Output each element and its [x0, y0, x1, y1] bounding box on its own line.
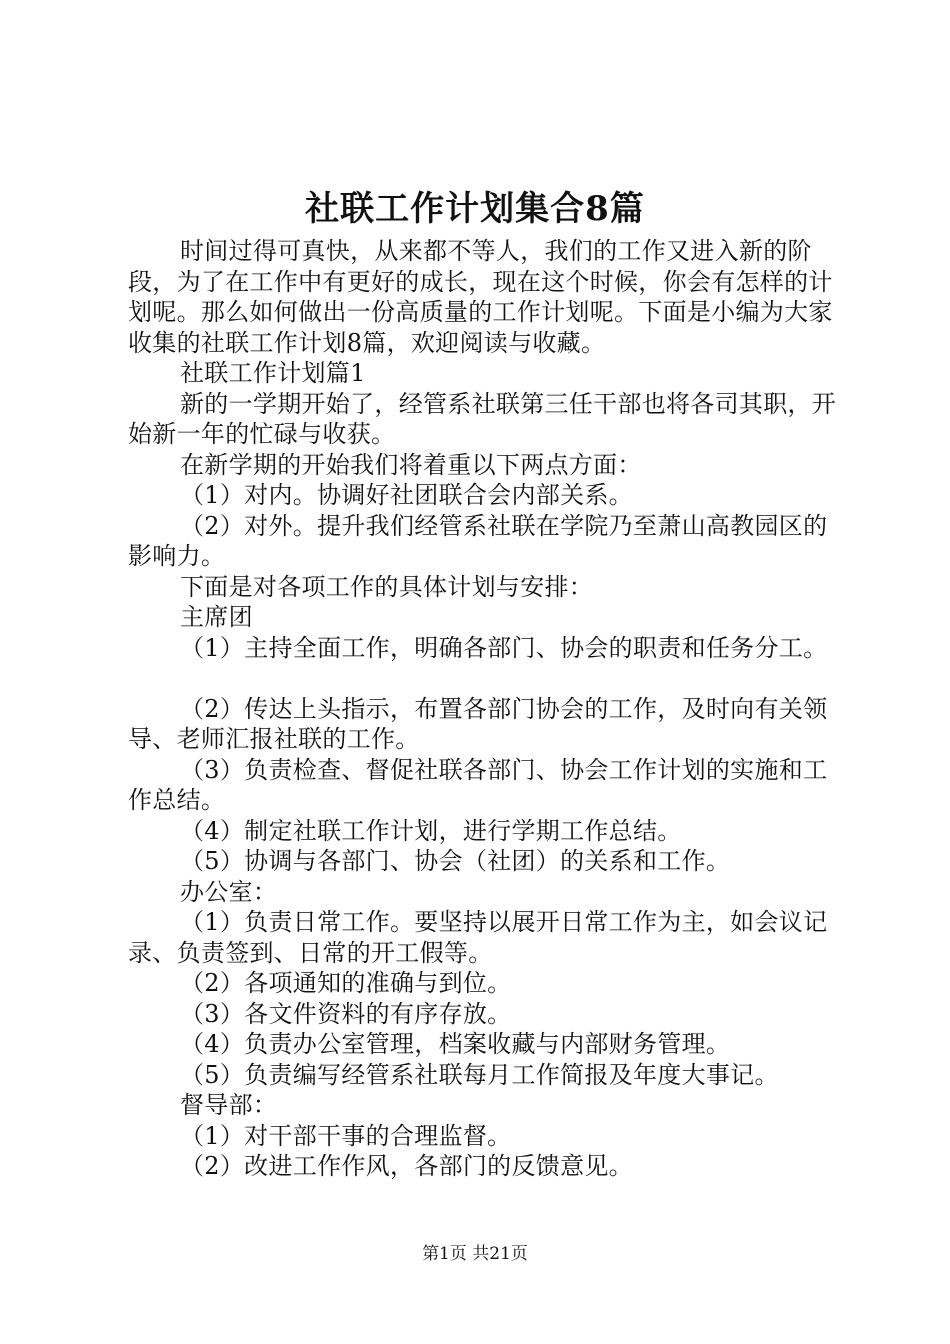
paragraph: 下面是对各项工作的具体计划与安排：	[180, 572, 594, 601]
intro-paragraph: 时间过得可真快，从来都不等人，我们的工作又进入新的阶段，为了在工作中有更好的成长，现在这个时候，你会有怎样的计划呢。那么如何做出一份高质量的工作计划呢。下面是小编为大家收集的社联工作计划8篇，欢迎阅读与收藏。	[128, 237, 833, 357]
document-title: 社联工作计划集合8篇	[305, 189, 645, 229]
blank-line	[128, 663, 838, 694]
list-item: （3）各文件资料的有序存放。	[180, 999, 512, 1028]
list-item: （2）传达上头指示，布置各部门协会的工作，及时向有关领导、老师汇报社联的工作。	[128, 694, 828, 753]
list-item: （5）协调与各部门、协会（社团）的关系和工作。	[180, 847, 731, 875]
list-item: （1）主持全面工作，明确各部门、协会的职责和任务分工。	[180, 633, 828, 662]
list-item: （3）负责检查、督促社联各部门、协会工作计划的实施和工作总结。	[128, 755, 828, 814]
list-item: （4）负责办公室管理，档案收藏与内部财务管理。	[180, 1030, 731, 1058]
list-item: （1）对干部干事的合理监督。	[180, 1121, 512, 1150]
document-body	[128, 236, 838, 1182]
paragraph: 新的一学期开始了，经管系社联第三任干部也将各司其职，开始新一年的忙碌与收获。	[128, 389, 837, 448]
list-item: （5）负责编写经管系社联每月工作简报及年度大事记。	[180, 1060, 779, 1089]
list-item: （2）各项通知的准确与到位。	[180, 969, 512, 997]
section-heading: 社联工作计划篇1	[180, 359, 366, 387]
subsection-heading: 主席团	[180, 603, 253, 631]
paragraph: 在新学期的开始我们将着重以下两点方面：	[180, 450, 642, 479]
list-item: （4）制定社联工作计划，进行学期工作总结。	[180, 816, 682, 845]
list-item: （2）对外。提升我们经管系社联在学院乃至萧山高教园区的影响力。	[128, 511, 828, 570]
list-item: （2）改进工作作风，各部门的反馈意见。	[180, 1152, 633, 1180]
subsection-heading: 督导部：	[180, 1091, 278, 1119]
subsection-heading: 办公室：	[180, 877, 278, 906]
page-number: 第1页 共21页	[422, 1244, 528, 1264]
list-item: （1）对内。协调好社团联合会内部关系。	[180, 481, 633, 509]
list-item: （1）负责日常工作。要坚持以展开日常工作为主，如会议记录、负责签到、日常的开工假等。	[128, 908, 828, 967]
